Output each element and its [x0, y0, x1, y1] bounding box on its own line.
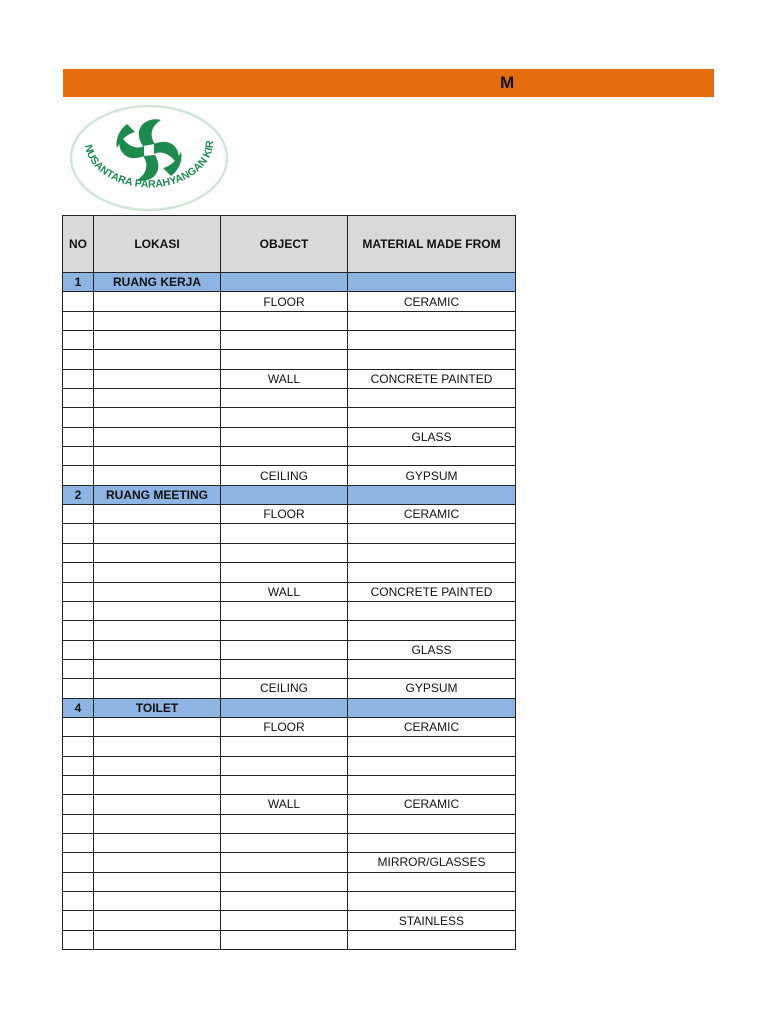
section-lokasi: TOILET: [94, 698, 221, 717]
header-object: OBJECT: [221, 216, 348, 273]
cell-lokasi: [94, 389, 221, 408]
cell-no: [63, 814, 94, 833]
table-row: [63, 505, 516, 524]
table-row: [63, 775, 516, 794]
table-body: [63, 273, 516, 950]
cell-object: WALL: [221, 582, 348, 601]
cell-object: [221, 408, 348, 427]
cell-object: [221, 911, 348, 930]
cell-no: [63, 833, 94, 852]
cell-lokasi: [94, 872, 221, 891]
cell-lokasi: [94, 621, 221, 640]
header-row: [63, 216, 516, 273]
cell-lokasi: [94, 369, 221, 388]
cell-no: [63, 389, 94, 408]
table-row: [63, 872, 516, 891]
title-banner: [63, 69, 714, 97]
cell-lokasi: [94, 543, 221, 562]
section-material: [348, 698, 516, 717]
cell-object: [221, 563, 348, 582]
cell-material: [348, 775, 516, 794]
section-row: [63, 273, 516, 292]
cell-object: [221, 853, 348, 872]
cell-object: [221, 621, 348, 640]
table-row: [63, 466, 516, 485]
cell-no: [63, 737, 94, 756]
cell-material: CERAMIC: [348, 717, 516, 736]
table-row: [63, 717, 516, 736]
cell-no: [63, 524, 94, 543]
cell-material: [348, 756, 516, 775]
cell-object: [221, 775, 348, 794]
cell-object: [221, 659, 348, 678]
cell-object: [221, 311, 348, 330]
table-row: [63, 621, 516, 640]
cell-lokasi: [94, 756, 221, 775]
cell-no: [63, 563, 94, 582]
cell-lokasi: [94, 737, 221, 756]
cell-material: [348, 737, 516, 756]
cell-lokasi: [94, 717, 221, 736]
cell-material: CONCRETE PAINTED: [348, 582, 516, 601]
table-row: [63, 892, 516, 911]
cell-no: [63, 795, 94, 814]
cell-lokasi: [94, 930, 221, 949]
table-row: [63, 930, 516, 949]
header-no: NO: [63, 216, 94, 273]
cell-no: [63, 853, 94, 872]
cell-lokasi: [94, 505, 221, 524]
cell-material: [348, 563, 516, 582]
cell-no: [63, 621, 94, 640]
cell-no: [63, 911, 94, 930]
section-row: [63, 698, 516, 717]
cell-no: [63, 447, 94, 466]
cell-no: [63, 892, 94, 911]
cell-object: [221, 427, 348, 446]
table-row: [63, 911, 516, 930]
cell-lokasi: [94, 447, 221, 466]
cell-material: CERAMIC: [348, 795, 516, 814]
cell-lokasi: [94, 601, 221, 620]
table-row: [63, 524, 516, 543]
cell-object: [221, 756, 348, 775]
cell-no: [63, 775, 94, 794]
cell-object: [221, 872, 348, 891]
table-row: [63, 292, 516, 311]
cell-object: [221, 331, 348, 350]
cell-object: [221, 640, 348, 659]
table-row: [63, 814, 516, 833]
cell-material: [348, 601, 516, 620]
cell-no: [63, 350, 94, 369]
cell-object: CEILING: [221, 466, 348, 485]
table-row: [63, 447, 516, 466]
cell-lokasi: [94, 582, 221, 601]
cell-lokasi: [94, 853, 221, 872]
cell-material: [348, 389, 516, 408]
cell-object: WALL: [221, 369, 348, 388]
cell-object: [221, 930, 348, 949]
table-row: [63, 331, 516, 350]
table-row: [63, 853, 516, 872]
cell-no: [63, 408, 94, 427]
section-no: 2: [63, 485, 94, 504]
cell-no: [63, 582, 94, 601]
section-material: [348, 273, 516, 292]
cell-no: [63, 640, 94, 659]
cell-no: [63, 872, 94, 891]
cell-object: [221, 814, 348, 833]
cell-material: [348, 331, 516, 350]
cell-object: [221, 524, 348, 543]
cell-lokasi: [94, 524, 221, 543]
cell-object: FLOOR: [221, 292, 348, 311]
cell-object: [221, 389, 348, 408]
section-lokasi: RUANG KERJA: [94, 273, 221, 292]
section-row: [63, 485, 516, 504]
cell-lokasi: [94, 795, 221, 814]
table-row: [63, 563, 516, 582]
table-row: [63, 833, 516, 852]
cell-no: [63, 427, 94, 446]
cell-lokasi: [94, 311, 221, 330]
section-no: 4: [63, 698, 94, 717]
cell-lokasi: [94, 659, 221, 678]
cell-object: [221, 543, 348, 562]
header-lokasi: LOKASI: [94, 216, 221, 273]
cell-no: [63, 331, 94, 350]
table-row: [63, 659, 516, 678]
cell-no: [63, 505, 94, 524]
cell-object: FLOOR: [221, 717, 348, 736]
cell-no: [63, 717, 94, 736]
cell-object: CEILING: [221, 679, 348, 698]
cell-lokasi: [94, 640, 221, 659]
cell-no: [63, 679, 94, 698]
section-material: [348, 485, 516, 504]
cell-object: [221, 601, 348, 620]
cell-material: CERAMIC: [348, 292, 516, 311]
cell-object: [221, 892, 348, 911]
cell-material: [348, 659, 516, 678]
cell-lokasi: [94, 292, 221, 311]
table-row: [63, 369, 516, 388]
cell-material: [348, 524, 516, 543]
cell-lokasi: [94, 833, 221, 852]
cell-lokasi: [94, 892, 221, 911]
table-row: [63, 543, 516, 562]
banner-title: M: [500, 73, 515, 92]
cell-material: GYPSUM: [348, 679, 516, 698]
cell-object: [221, 833, 348, 852]
table-row: [63, 389, 516, 408]
cell-no: [63, 930, 94, 949]
cell-material: [348, 892, 516, 911]
section-lokasi: RUANG MEETING: [94, 485, 221, 504]
cell-material: [348, 311, 516, 330]
cell-object: FLOOR: [221, 505, 348, 524]
cell-material: [348, 350, 516, 369]
cell-material: [348, 930, 516, 949]
header-material: MATERIAL MADE FROM: [348, 216, 516, 273]
table-row: [63, 601, 516, 620]
logo-emblem-icon: [63, 102, 229, 212]
cell-material: [348, 833, 516, 852]
cell-material: GLASS: [348, 640, 516, 659]
cell-object: [221, 447, 348, 466]
company-logo: [63, 102, 229, 212]
section-object: [221, 273, 348, 292]
cell-object: [221, 350, 348, 369]
cell-lokasi: [94, 331, 221, 350]
logo-caption: NUSANTARA PARAHYANGAN KIR: [82, 140, 217, 191]
table-row: [63, 640, 516, 659]
cell-material: [348, 814, 516, 833]
cell-material: [348, 543, 516, 562]
cell-no: [63, 311, 94, 330]
table-row: [63, 582, 516, 601]
table-row: [63, 311, 516, 330]
section-no: 1: [63, 273, 94, 292]
cell-no: [63, 292, 94, 311]
cell-no: [63, 601, 94, 620]
section-object: [221, 485, 348, 504]
cell-object: WALL: [221, 795, 348, 814]
table-row: [63, 737, 516, 756]
table-row: [63, 350, 516, 369]
table-row: [63, 756, 516, 775]
cell-lokasi: [94, 775, 221, 794]
table-row: [63, 679, 516, 698]
material-table: [62, 215, 516, 950]
section-object: [221, 698, 348, 717]
cell-material: GLASS: [348, 427, 516, 446]
cell-lokasi: [94, 679, 221, 698]
cell-lokasi: [94, 563, 221, 582]
cell-lokasi: [94, 427, 221, 446]
cell-no: [63, 466, 94, 485]
table-row: [63, 795, 516, 814]
cell-lokasi: [94, 408, 221, 427]
cell-material: [348, 872, 516, 891]
cell-material: [348, 408, 516, 427]
cell-lokasi: [94, 814, 221, 833]
cell-material: [348, 447, 516, 466]
table-row: [63, 427, 516, 446]
cell-material: [348, 621, 516, 640]
cell-lokasi: [94, 466, 221, 485]
cell-no: [63, 369, 94, 388]
cell-material: GYPSUM: [348, 466, 516, 485]
cell-material: CONCRETE PAINTED: [348, 369, 516, 388]
cell-no: [63, 756, 94, 775]
cell-lokasi: [94, 350, 221, 369]
cell-material: STAINLESS: [348, 911, 516, 930]
cell-lokasi: [94, 911, 221, 930]
table-row: [63, 408, 516, 427]
cell-no: [63, 543, 94, 562]
cell-material: CERAMIC: [348, 505, 516, 524]
cell-material: MIRROR/GLASSES: [348, 853, 516, 872]
cell-no: [63, 659, 94, 678]
cell-object: [221, 737, 348, 756]
